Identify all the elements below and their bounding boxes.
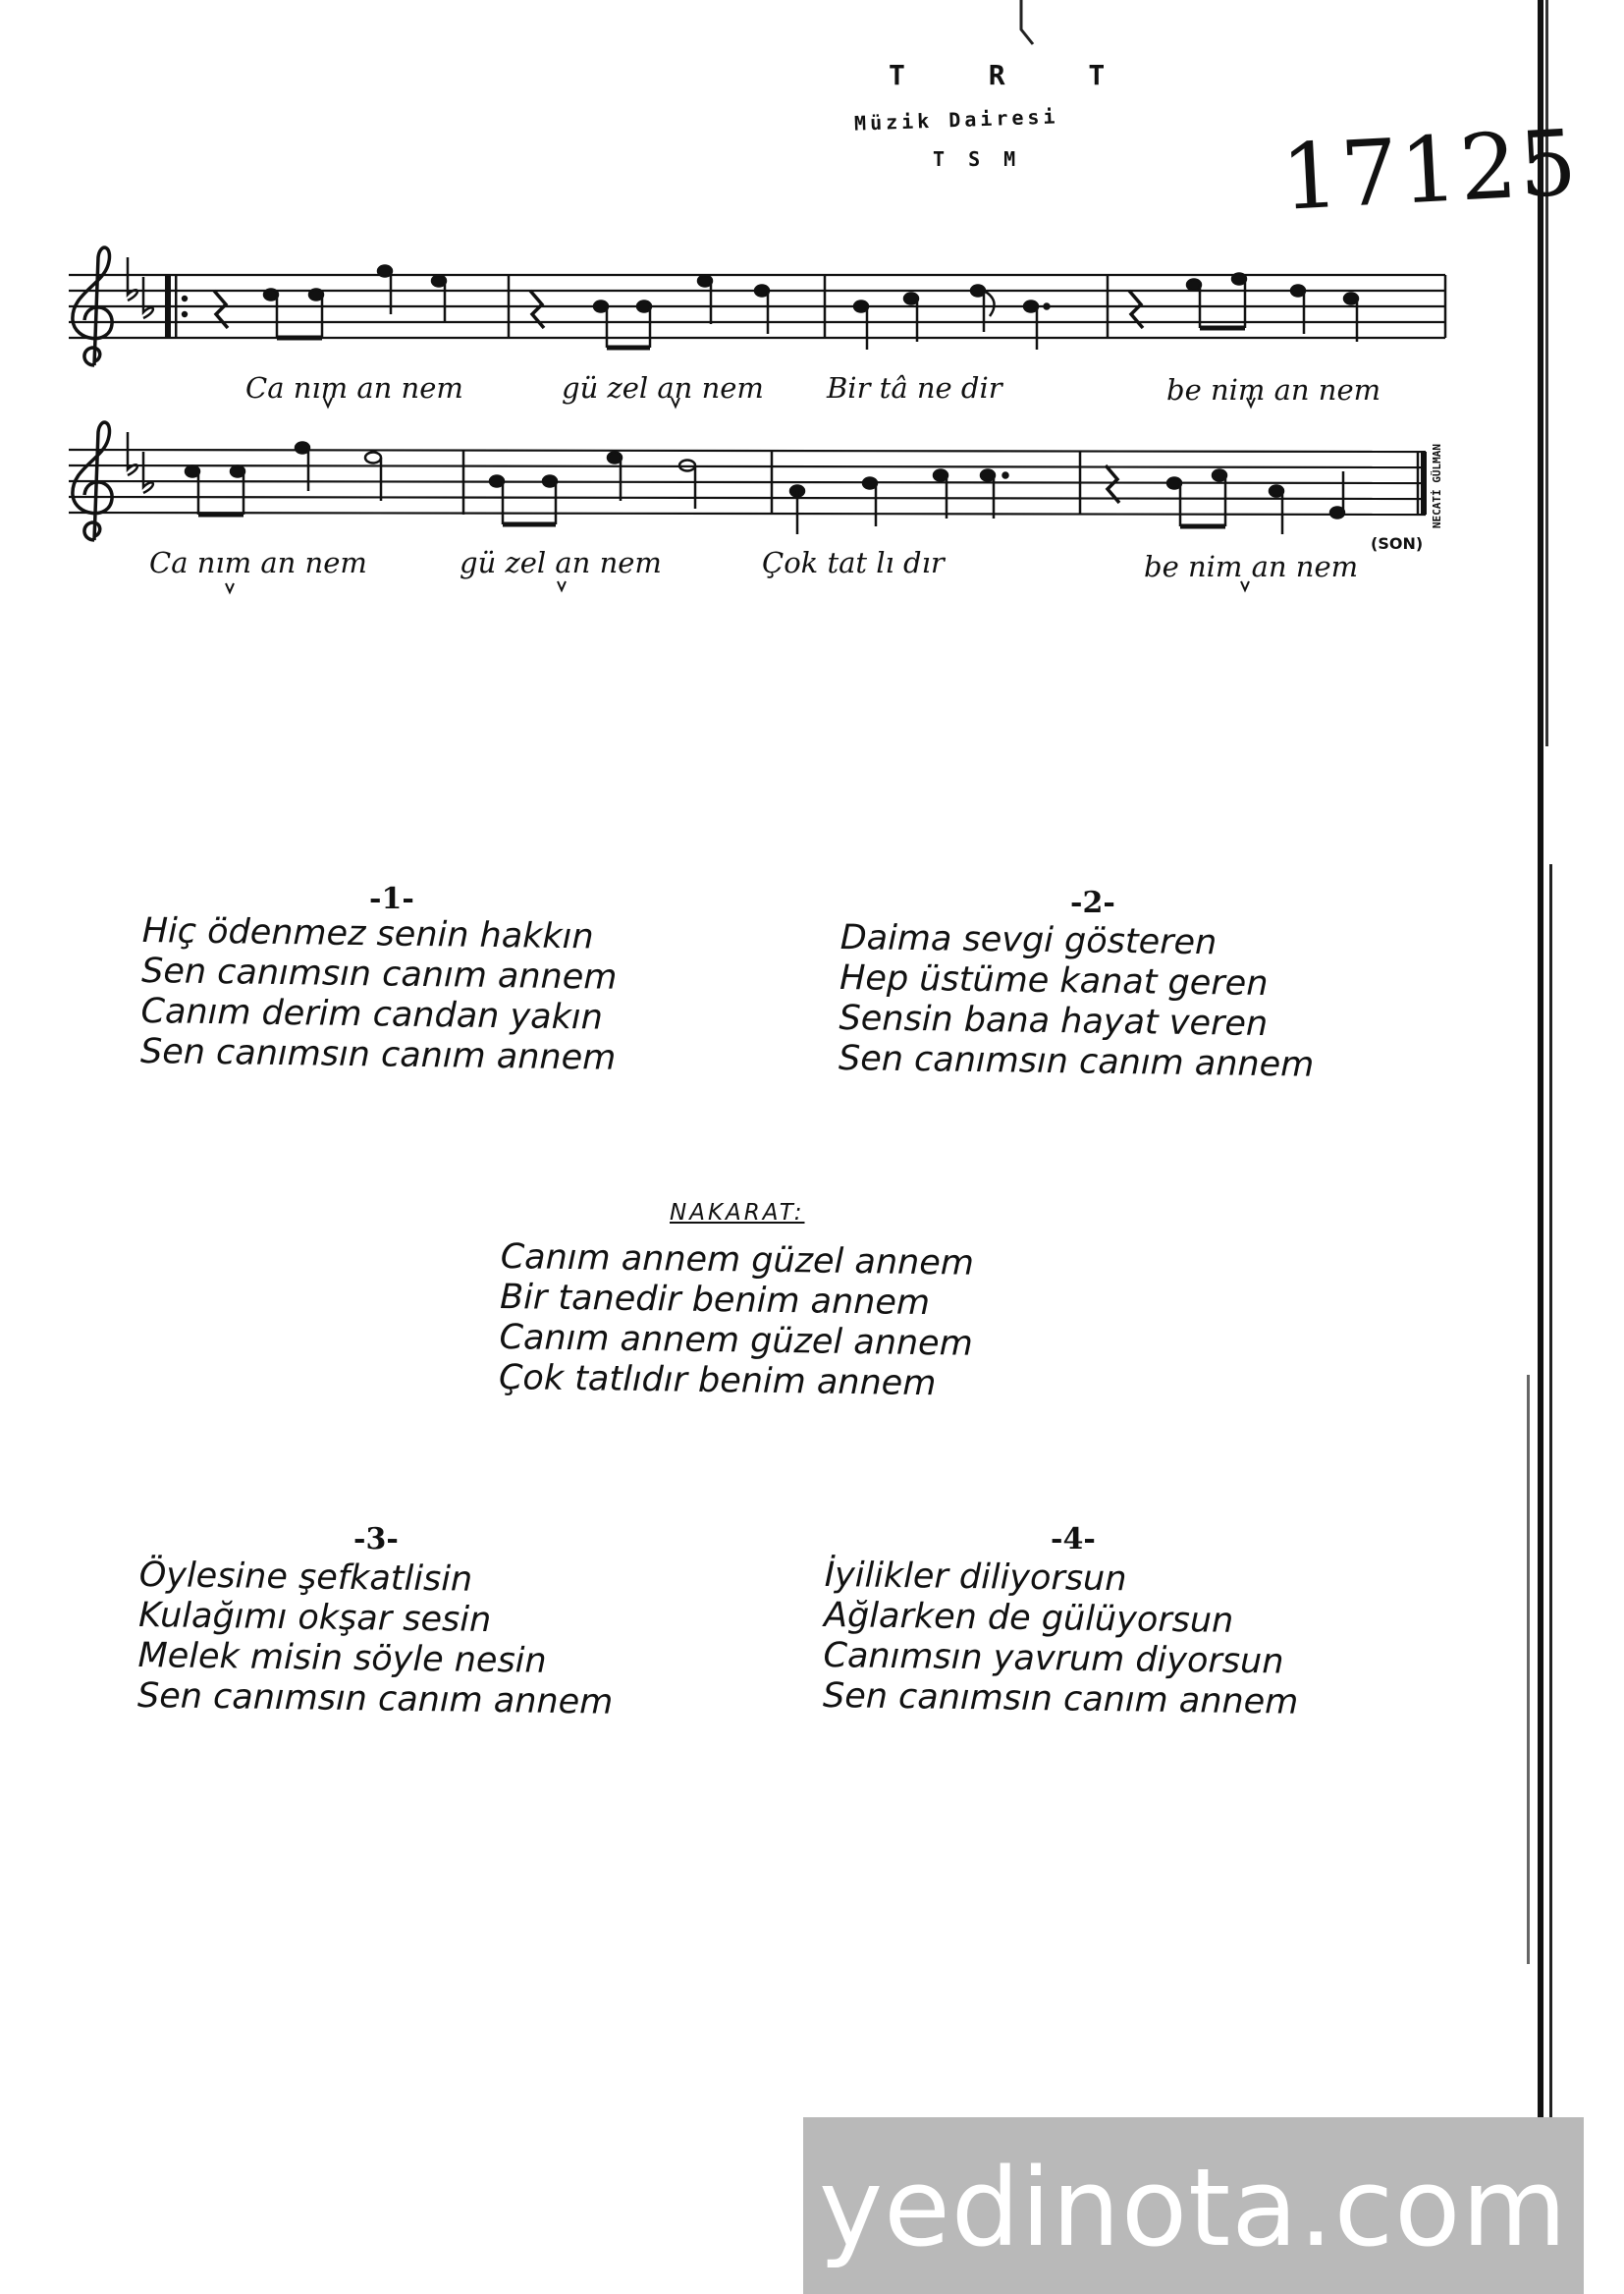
refrain-title: NAKARAT: <box>670 1200 805 1226</box>
verse-4-line: Canımsın yavrum diyorsun <box>823 1635 1284 1682</box>
key-signature-flats <box>128 432 153 493</box>
verse-3-line: Öylesine şefkatlisin <box>138 1556 473 1600</box>
refrain-line: Canım annem güzel annem <box>500 1237 975 1284</box>
verse-1-line: Hiç ödenmez senin hakkın <box>141 911 594 957</box>
lyric-1-2: gü zel an nem <box>562 371 764 405</box>
verse-2-line: Daima sevgi gösteren <box>839 918 1218 963</box>
verse-4-number: -4- <box>1051 1522 1096 1557</box>
lyric-2-3: Çok tat lı dır <box>762 546 945 579</box>
verse-4-line: Ağlarken de gülüyorsun <box>823 1595 1234 1641</box>
verse-4-line: Sen canımsın canım annem <box>822 1675 1299 1722</box>
composer-mark: NECATİ GÜLMAN <box>1431 444 1443 529</box>
verse-3-line: Melek misin söyle nesin <box>137 1635 547 1681</box>
key-signature-flats <box>128 257 153 318</box>
verse-2-line: Sensin bana hayat veren <box>839 998 1269 1045</box>
end-mark: (SON) <box>1371 534 1424 553</box>
verse-1-line: Sen canımsın canım annem <box>139 1031 617 1078</box>
verse-1-line: Canım derim candan yakın <box>140 991 604 1038</box>
verse-3-line: Kulağımı okşar sesin <box>137 1595 492 1641</box>
lyric-1-1: Ca nım an nem <box>245 371 463 405</box>
stamp-trt: T R T <box>889 59 1139 91</box>
lyric-2-4: be nim an nem <box>1144 550 1359 583</box>
verse-2-line: Sen canımsın canım annem <box>838 1038 1315 1085</box>
watermark-text: yedinota.com <box>819 2145 1568 2270</box>
refrain-line: Canım annem güzel annem <box>499 1317 973 1364</box>
archive-number: 17125 <box>1278 110 1582 231</box>
verse-2-line: Hep üstüme kanat geren <box>839 957 1269 1005</box>
refrain-line: Bir tanedir benim annem <box>499 1277 931 1324</box>
verse-4 <box>823 1556 1301 1723</box>
verse-1-number: -1- <box>369 882 414 916</box>
lyric-2-1: Ca nım an nem <box>149 546 367 579</box>
verse-4-line: İyilikler diliyorsun <box>824 1556 1127 1600</box>
stamp-department: Müzik Dairesi <box>853 104 1059 136</box>
refrain-line: Çok tatlıdır benim annem <box>498 1357 937 1404</box>
verse-3-line: Sen canımsın canım annem <box>136 1675 614 1722</box>
verse-1-line: Sen canımsın canım annem <box>140 951 618 998</box>
lyric-1-4: be nim an nem <box>1166 373 1381 407</box>
verse-2 <box>839 918 1317 1086</box>
verse-2-number: -2- <box>1070 886 1115 920</box>
watermark-banner <box>803 2117 1584 2294</box>
staff-line-2 <box>0 393 1624 628</box>
refrain <box>499 1237 974 1405</box>
lyric-1-3: Bir tâ ne dir <box>827 371 1002 405</box>
verse-3-number: -3- <box>353 1522 399 1557</box>
stamp-tsm: T S M <box>933 147 1022 171</box>
lyric-2-2: gü zel an nem <box>460 546 662 579</box>
verse-1 <box>140 911 619 1079</box>
verse-3 <box>137 1556 616 1723</box>
